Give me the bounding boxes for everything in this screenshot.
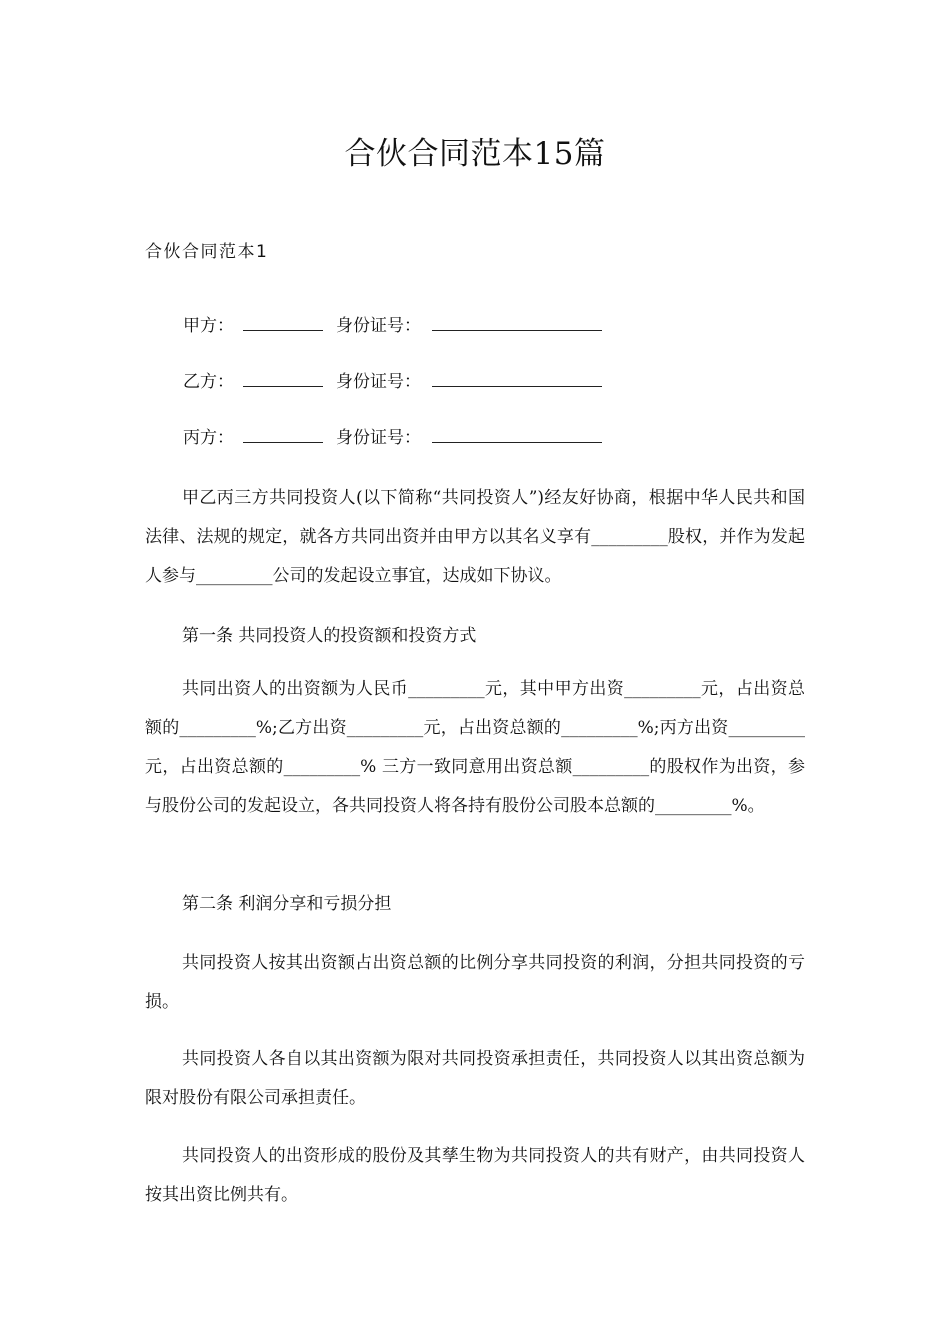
party-c-id-blank xyxy=(432,424,602,443)
party-b-id-blank xyxy=(432,368,602,387)
article-1-heading: 第一条 共同投资人的投资额和投资方式 xyxy=(182,626,477,646)
party-c-name-blank xyxy=(243,424,323,443)
party-a-id-blank xyxy=(432,312,602,331)
party-c-line xyxy=(183,424,602,452)
document-title: 合伙合同范本15篇 xyxy=(344,136,606,172)
party-a-label: 甲方： xyxy=(183,316,234,336)
party-c-id-label: 身份证号： xyxy=(336,428,421,448)
party-c-label: 丙方： xyxy=(183,428,234,448)
article-1-body: 共同出资人的出资额为人民币_________元，其中甲方出资_________元，占出资总额的_________%;乙方出资_________元，占出资总额的_________%;丙方出资_________元，占出资总额的_________% 三方一致同意用出资总额_________的股权作为出资，参与股份公司的发起设立，各共同投资人将各持有股份公司股本总额的_________%。 xyxy=(145,679,805,816)
party-b-line xyxy=(183,368,602,396)
article-2-paragraph-1: 共同投资人按其出资额占出资总额的比例分享共同投资的利润，分担共同投资的亏损。 xyxy=(145,953,805,1012)
article-2-paragraph-3: 共同投资人的出资形成的股份及其孳生物为共同投资人的共有财产，由共同投资人按其出资比例共有。 xyxy=(145,1146,805,1205)
party-b-label: 乙方： xyxy=(183,372,234,392)
party-a-line xyxy=(183,312,602,340)
party-b-name-blank xyxy=(243,368,323,387)
article-2-paragraph-2: 共同投资人各自以其出资额为限对共同投资承担责任，共同投资人以其出资总额为限对股份有限公司承担责任。 xyxy=(145,1049,805,1108)
intro-paragraph: 甲乙丙三方共同投资人(以下简称“共同投资人”)经友好协商，根据中华人民共和国法律、法规的规定，就各方共同出资并由甲方以其名义享有_________股权，并作为发起人参与_________公司的发起设立事宜，达成如下协议。 xyxy=(145,488,805,586)
article-2-heading: 第二条 利润分享和亏损分担 xyxy=(182,894,392,914)
party-a-id-label: 身份证号： xyxy=(336,316,421,336)
party-a-name-blank xyxy=(243,312,323,331)
section-title: 合伙合同范本1 xyxy=(145,242,269,262)
party-b-id-label: 身份证号： xyxy=(336,372,421,392)
